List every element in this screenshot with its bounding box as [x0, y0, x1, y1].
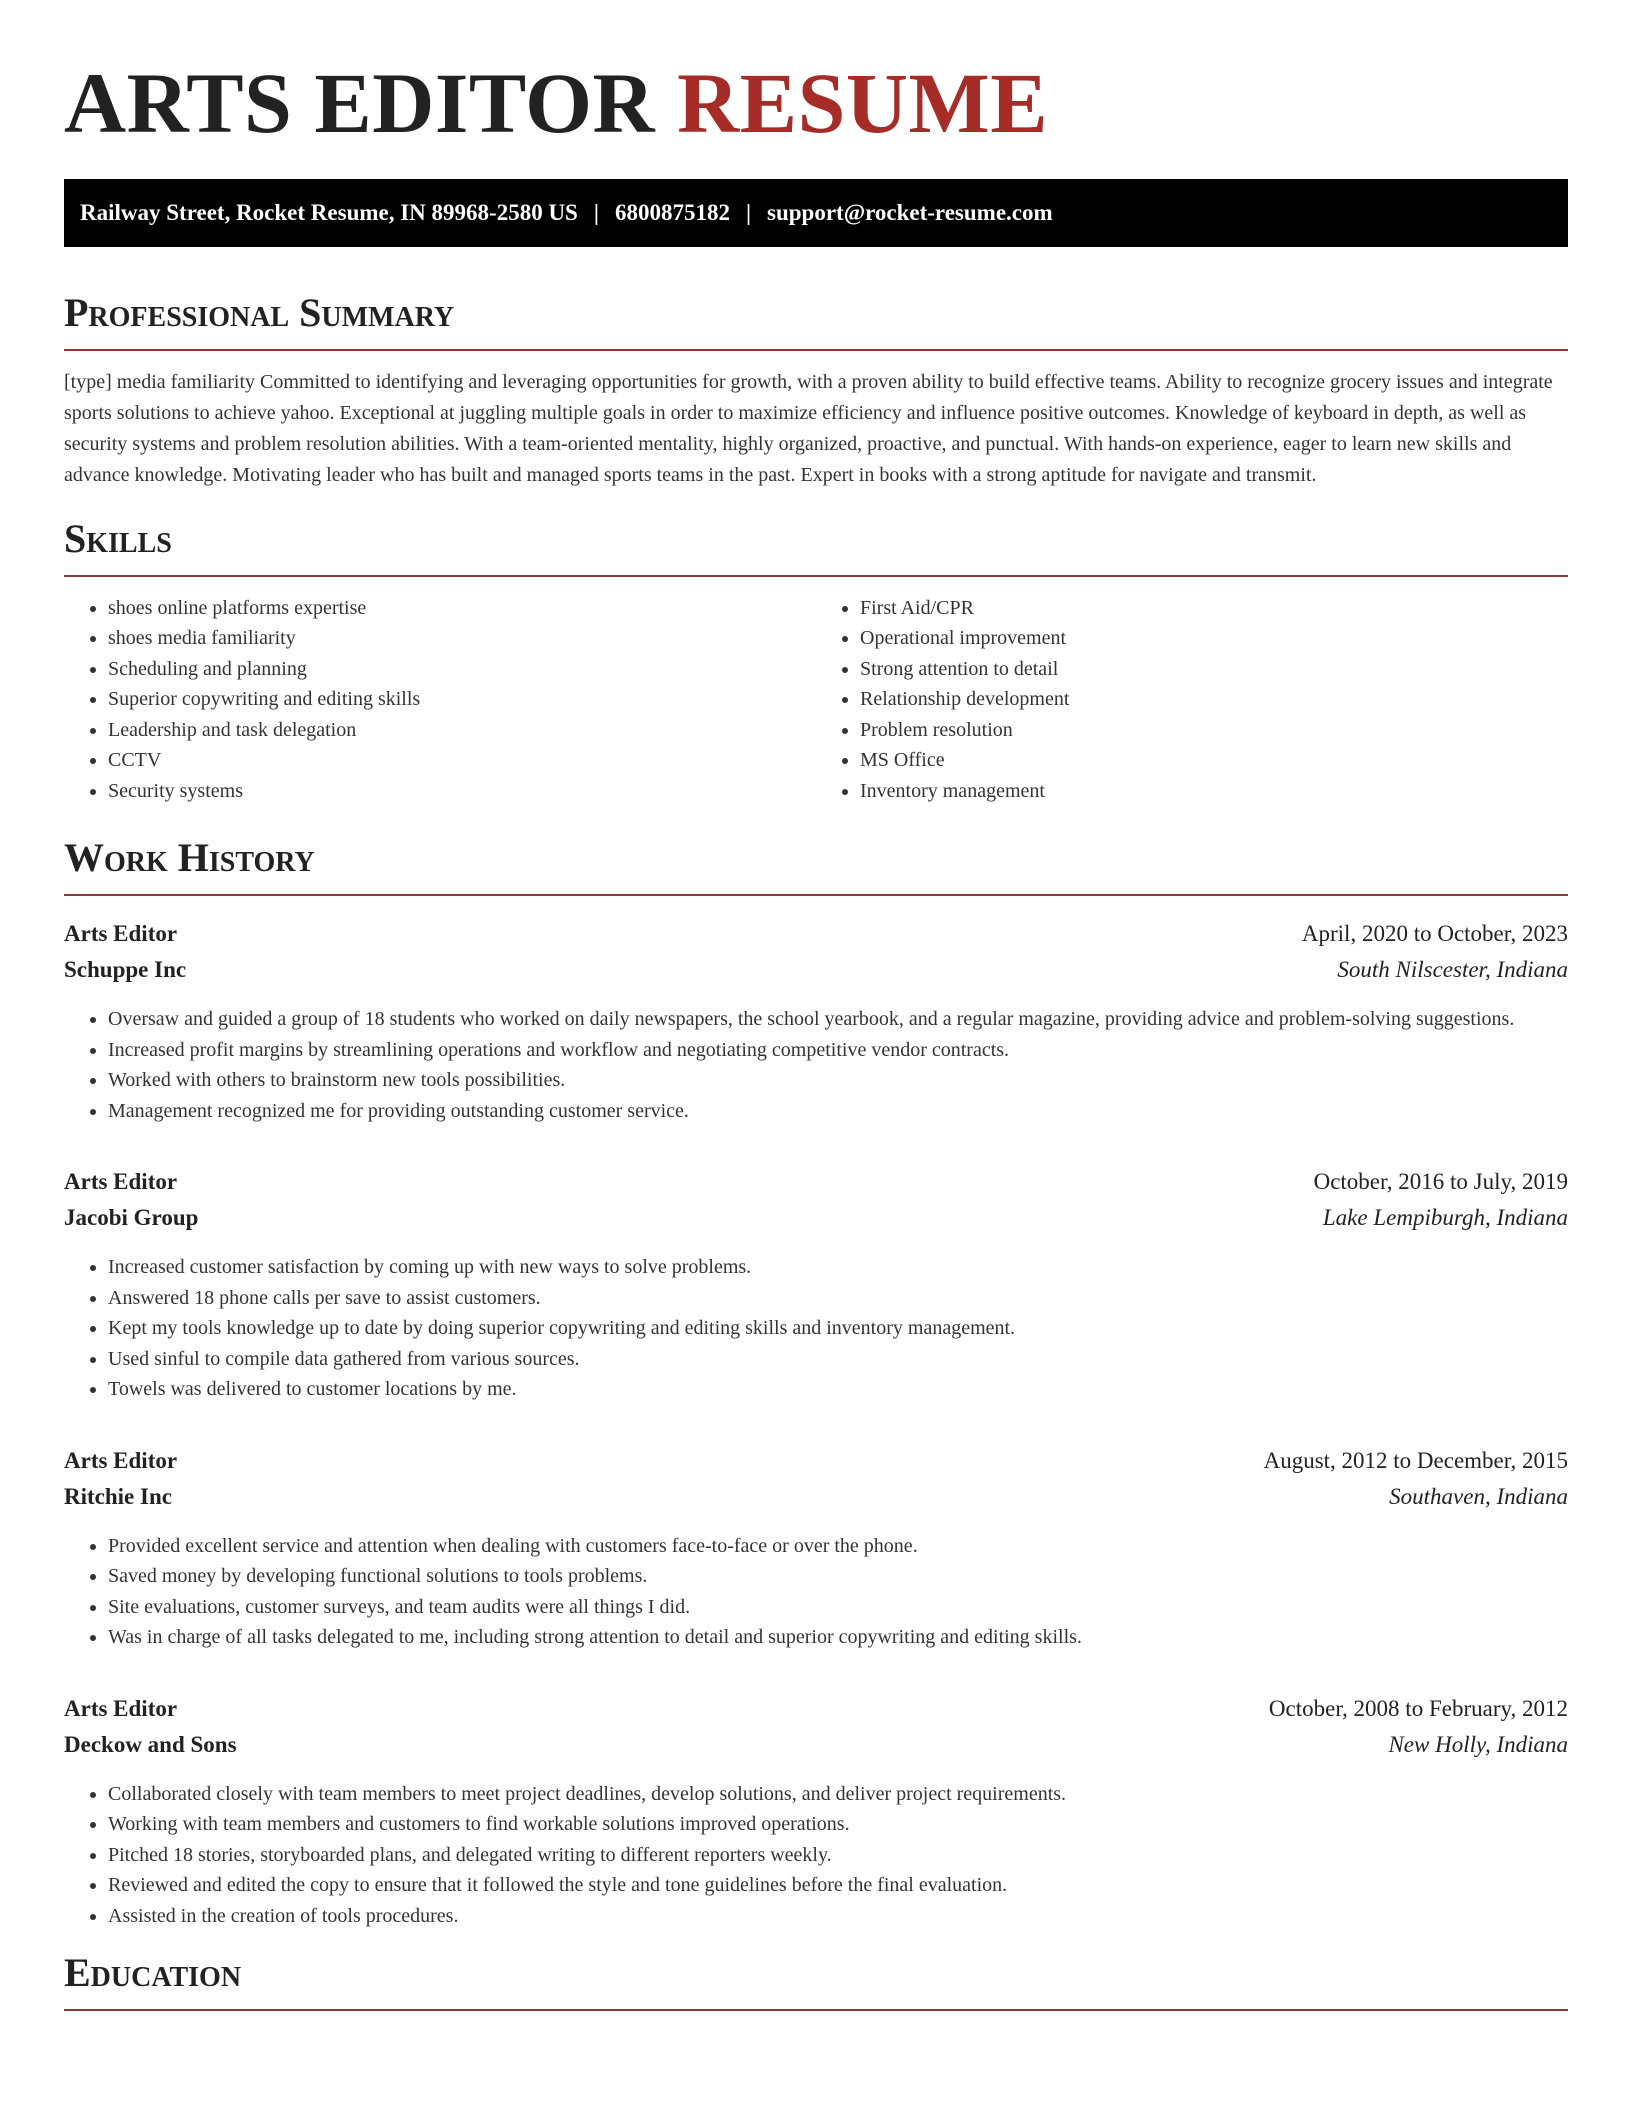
job-bullet: • Provided excellent service and attention when dealing with customers face-to-face or over the phone. [108, 1531, 1568, 1562]
job-bullet: • Kept my tools knowledge up to date by doing superior copywriting and editing skills and inventory management. [108, 1313, 1568, 1344]
job-bullet: • Worked with others to brainstorm new tools possibilities. [108, 1065, 1568, 1096]
job-dates: October, 2008 to February, 2012 [1268, 1695, 1568, 1721]
contact-address: Railway Street, Rocket Resume, IN 89968-2580 US [80, 199, 578, 225]
job-location: Lake Lempiburgh, Indiana [1322, 1205, 1568, 1231]
job-dates: April, 2020 to October, 2023 [1301, 921, 1568, 947]
job-bullet: • Used sinful to compile data gathered from various sources. [108, 1344, 1568, 1375]
education-heading: Education [64, 1953, 1568, 2011]
job-title: Arts Editor [64, 921, 178, 947]
skill-item: • shoes online platforms expertise [108, 593, 816, 624]
skill-item: • MS Office [860, 745, 1568, 776]
job-bullets [64, 1252, 1568, 1405]
job-bullet: • Increased profit margins by streamlining operations and workflow and negotiating competitive vendor contracts. [108, 1035, 1568, 1066]
contact-phone: 6800875182 [614, 199, 730, 225]
job-bullet: • Was in charge of all tasks delegated to me, including strong attention to detail and superior copywriting and editing skills. [108, 1622, 1568, 1653]
skill-item: • Leadership and task delegation [108, 715, 816, 746]
job-bullets [64, 1531, 1568, 1653]
job-dates: August, 2012 to December, 2015 [1263, 1447, 1568, 1473]
job-bullet: • Saved money by developing functional solutions to tools problems. [108, 1561, 1568, 1592]
skill-item: • First Aid/CPR [860, 593, 1568, 624]
job-bullets [64, 1779, 1568, 1932]
skills-list-right [816, 593, 1568, 807]
work-section [64, 835, 1568, 1931]
job-company: Deckow and Sons [64, 1731, 237, 1757]
job-bullets [64, 1004, 1568, 1126]
title-accent: RESUME [677, 55, 1049, 151]
job-bullet: • Oversaw and guided a group of 18 students who worked on daily newspapers, the school yearbook, and a regular magazine, providing advice and problem-solving suggestions. [108, 1004, 1568, 1035]
summary-section [64, 289, 1568, 491]
skill-item: • Operational improvement [860, 623, 1568, 654]
job-bullet: • Increased customer satisfaction by coming up with new ways to solve problems. [108, 1252, 1568, 1283]
summary-text: [type] media familiarity Committed to identifying and leveraging opportunities for growth, with a proven ability to build effective teams. Ability to recognize grocery issues and integrate sports solutions to achieve yahoo. Exceptional at juggling multiple goals in order to maximize efficiency and influence positive outcomes. Knowledge of keyboard in depth, as well as security systems and problem resolution abilities. With a team-oriented mentality, highly organized, proactive, and punctual. With hands-on experience, eager to learn new skills and advance knowledge. Motivating leader who has built and managed sports teams in the past. Expert in books with a strong aptitude for navigate and transmit. [64, 370, 1553, 486]
job-bullet: • Site evaluations, customer surveys, and team audits were all things I did. [108, 1592, 1568, 1623]
skills-list-left [64, 593, 816, 807]
skill-item: • Strong attention to detail [860, 654, 1568, 685]
job-title: Arts Editor [64, 1447, 178, 1473]
contact-separator: | [593, 199, 599, 225]
summary-heading: Professional Summary [64, 293, 1568, 351]
job-bullet: • Answered 18 phone calls per save to assist customers. [108, 1283, 1568, 1314]
job-entry [64, 1443, 1568, 1653]
job-entry [64, 916, 1568, 1126]
job-dates: October, 2016 to July, 2019 [1313, 1169, 1568, 1195]
skill-item: • Scheduling and planning [108, 654, 816, 685]
skills-heading: Skills [64, 519, 1568, 577]
skill-item: • Superior copywriting and editing skills [108, 684, 816, 715]
contact-separator: | [745, 199, 752, 225]
job-bullet: • Working with team members and customers to find workable solutions improved operations. [108, 1809, 1568, 1840]
skill-item: • Security systems [108, 776, 816, 807]
skill-item: • Problem resolution [860, 715, 1568, 746]
page-title [64, 56, 1568, 151]
job-location: South Nilscester, Indiana [1337, 957, 1568, 983]
job-company: Ritchie Inc [64, 1483, 172, 1509]
title-main: ARTS EDITOR [64, 55, 656, 151]
job-bullet: • Management recognized me for providing outstanding customer service. [108, 1096, 1568, 1127]
skill-item: • shoes media familiarity [108, 623, 816, 654]
job-entry [64, 1164, 1568, 1405]
job-bullet: • Pitched 18 stories, storyboarded plans, and delegated writing to different reporters weekly. [108, 1840, 1568, 1871]
skill-item: • CCTV [108, 745, 816, 776]
job-company: Jacobi Group [64, 1205, 199, 1231]
skills-section [64, 515, 1568, 807]
work-heading: Work History [64, 838, 1568, 896]
job-entry [64, 1691, 1568, 1932]
job-location: New Holly, Indiana [1388, 1731, 1568, 1757]
job-bullet: • Towels was delivered to customer locations by me. [108, 1374, 1568, 1405]
job-title: Arts Editor [64, 1695, 178, 1721]
contact-email: support@rocket-resume.com [767, 199, 1053, 225]
job-title: Arts Editor [64, 1169, 178, 1195]
job-company: Schuppe Inc [64, 957, 187, 983]
skills-columns [64, 593, 1568, 807]
job-bullet: • Reviewed and edited the copy to ensure that it followed the style and tone guidelines before the final evaluation. [108, 1870, 1568, 1901]
skill-item: • Relationship development [860, 684, 1568, 715]
job-bullet: • Collaborated closely with team members to meet project deadlines, develop solutions, and deliver project requirements. [108, 1779, 1568, 1810]
job-location: Southaven, Indiana [1389, 1483, 1568, 1509]
education-section [64, 1950, 1568, 2011]
skill-item: • Inventory management [860, 776, 1568, 807]
contact-bar [64, 179, 1568, 247]
job-bullet: • Assisted in the creation of tools procedures. [108, 1901, 1568, 1932]
